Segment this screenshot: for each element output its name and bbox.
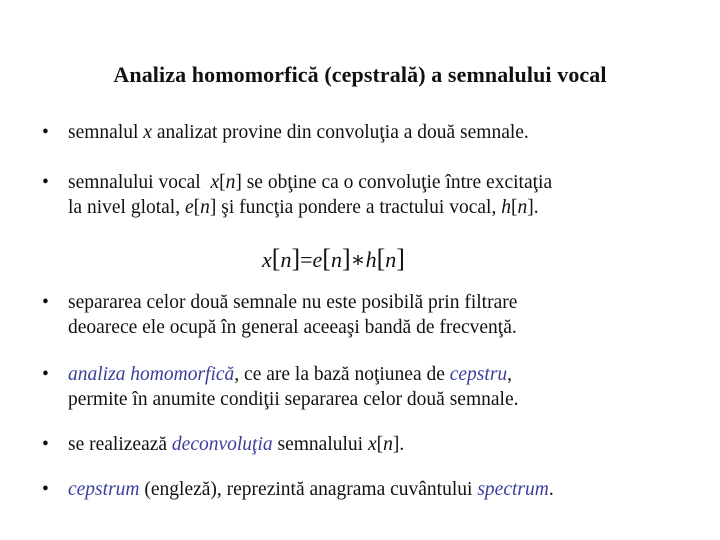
bullet-item-2 bbox=[42, 170, 702, 220]
bullet-dot: • bbox=[42, 172, 49, 193]
bullet-text: analiza homomorfică, ce are la bază noţiunea de cepstru, permite în anumite condiţii separarea celor două semnale. bbox=[68, 364, 519, 410]
bullet-text: cepstrum (engleză), reprezintă anagrama cuvântului spectrum. bbox=[68, 479, 554, 500]
bullet-item-1 bbox=[42, 120, 702, 145]
bullet-dot: • bbox=[42, 479, 49, 500]
bullet-dot: • bbox=[42, 364, 49, 385]
bullet-dot: • bbox=[42, 434, 49, 455]
bullet-text: separarea celor două semnale nu este posibilă prin filtrare deoarece ele ocupă în general aceeaşi bandă de frecvenţă. bbox=[68, 292, 518, 338]
bullet-text: semnalului vocal x[n] se obţine ca o convoluţie între excitaţia la nivel glotal, e[n] şi funcţia pondere a tractului vocal, h[n]. bbox=[68, 172, 553, 218]
bullet-item-3 bbox=[42, 290, 702, 340]
term-spectrum: spectrum bbox=[477, 479, 549, 500]
bullet-text: se realizează deconvoluţia semnalului x[n]. bbox=[68, 434, 405, 455]
bullet-dot: • bbox=[42, 292, 49, 313]
term-cepstru: cepstru bbox=[449, 364, 508, 385]
term-analiza-homomorfica: analiza homomorfică bbox=[68, 364, 235, 385]
bullet-item-4 bbox=[42, 362, 702, 412]
bullet-dot: • bbox=[42, 122, 49, 143]
term-cepstrum: cepstrum bbox=[68, 479, 140, 500]
bullet-item-6 bbox=[42, 477, 702, 502]
slide-title: Analiza homomorfică (cepstrală) a semnalului vocal bbox=[113, 62, 607, 87]
convolution-formula: x[n]=e[n]∗h[n] bbox=[262, 244, 405, 273]
term-deconvolutia: deconvoluţia bbox=[171, 434, 273, 455]
bullet-text: semnalul x analizat provine din convoluţia a două semnale. bbox=[68, 122, 529, 143]
bullet-item-5 bbox=[42, 432, 702, 457]
